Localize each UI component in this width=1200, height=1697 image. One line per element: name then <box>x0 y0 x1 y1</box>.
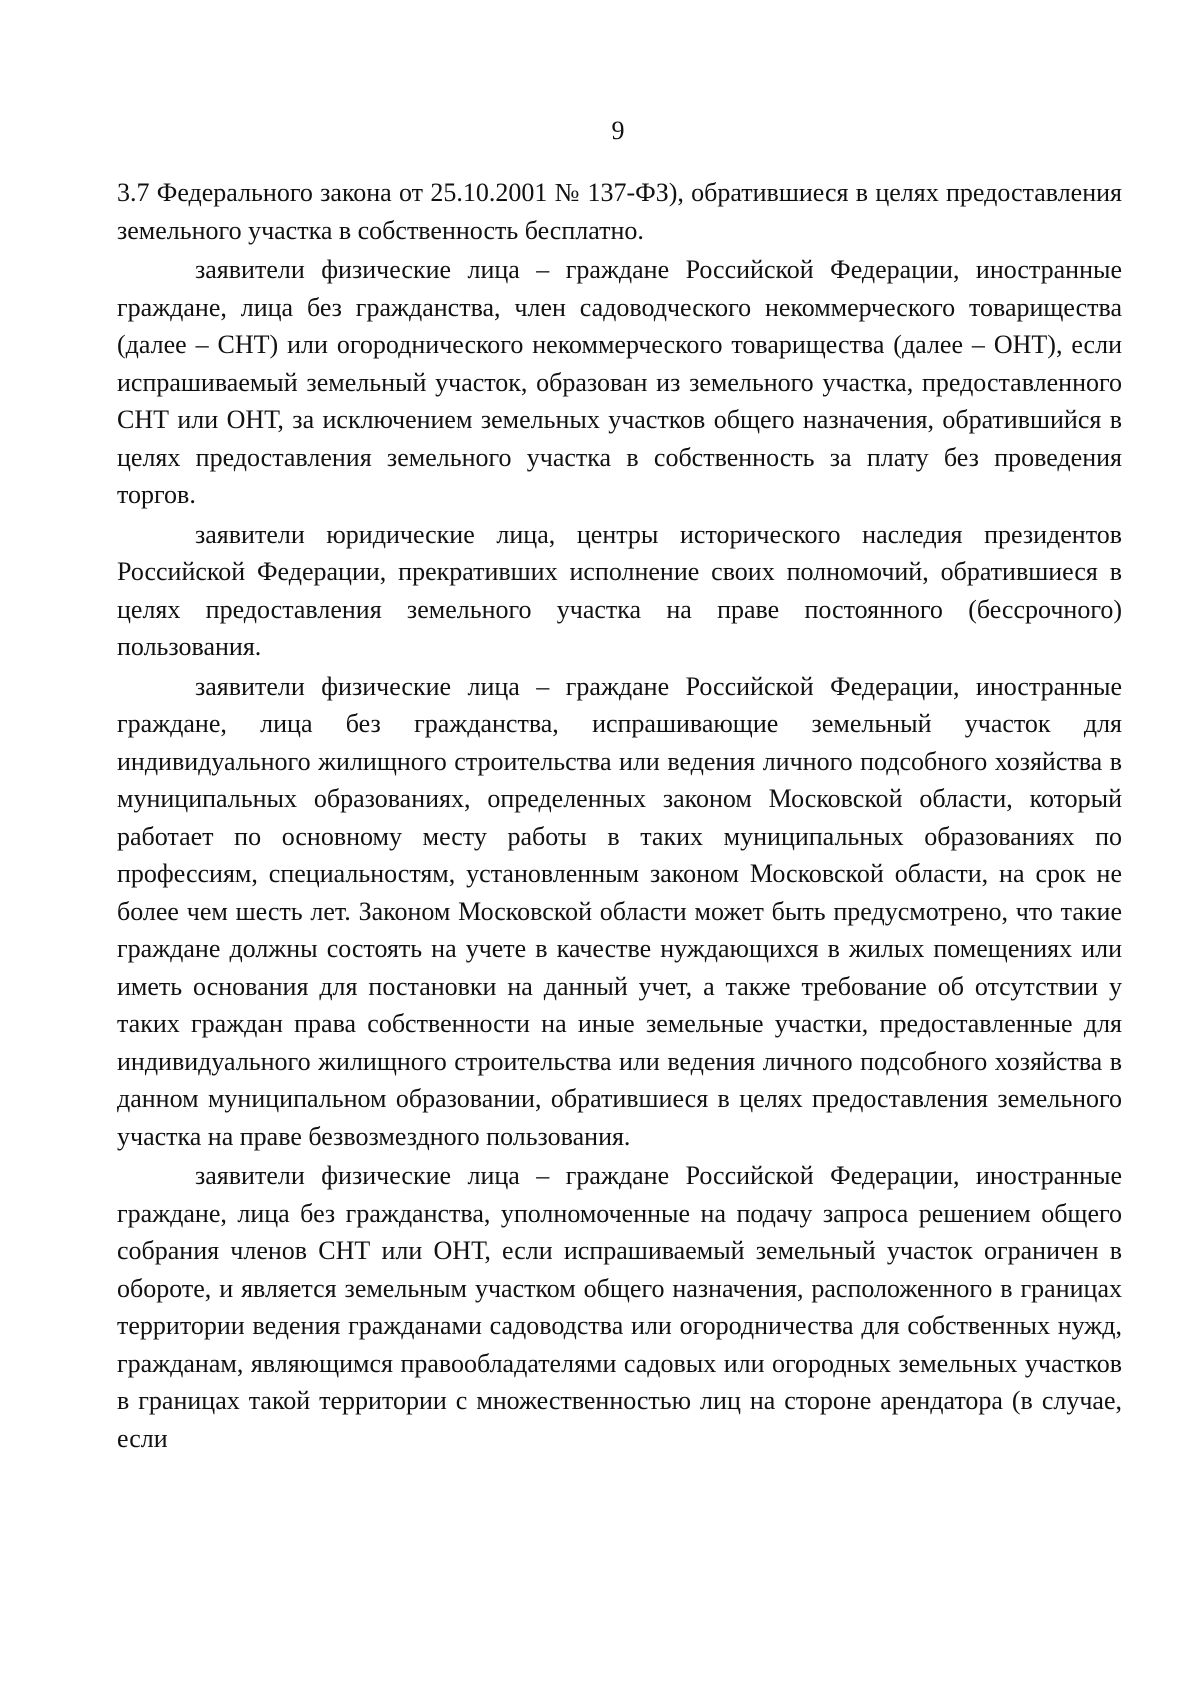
document-body <box>117 174 1122 1459</box>
paragraph-snt-ont-members: заявители физические лица – граждане Российской Федерации, иностранные граждане, лица без гражданства, член садоводческого некоммерческого товарищества (далее – СНТ) или огороднического некоммерческого товарищества (далее – ОНТ), если испрашиваемый земельный участок, образован из земельного участка, предоставленного СНТ или ОНТ, за исключением земельных участков общего назначения, обратившийся в целях предоставления земельного участка в собственность за плату без проведения торгов. <box>117 255 1122 509</box>
page-number: 9 <box>611 116 625 145</box>
paragraph-municipal-workers: заявители физические лица – граждане Российской Федерации, иностранные граждане, лица без гражданства, испрашивающие земельный участок для индивидуального жилищного строительства или ведения личного подсобного хозяйства в муниципальных образованиях, определенных законом Московской области, который работает по основному месту работы в таких муниципальных образованиях по профессиям, специальностям, установленным законом Московской области, на срок не более чем шесть лет. Законом Московской области может быть предусмотрено, что такие граждане должны состоять на учете в качестве нуждающихся в жилых помещениях или иметь основания для постановки на данный учет, а также требование об отсутствии у таких граждан права собственности на иные земельные участки, предоставленные для индивидуального жилищного строительства или ведения личного подсобного хозяйства в данном муниципальном образовании, обратившиеся в целях предоставления земельного участка на праве безвозмездного пользования. <box>117 671 1122 1151</box>
paragraph-common-land: заявители физические лица – граждане Российской Федерации, иностранные граждане, лица без гражданства, уполномоченные на подачу запроса решением общего собрания членов СНТ или ОНТ, если испрашиваемый земельный участок ограничен в обороте, и является земельным участком общего назначения, расположенного в границах территории ведения гражданами садоводства или огородничества для собственных нужд, гражданам, являющимся правообладателями садовых или огородных земельных участков в границах такой территории с множественностью лиц на стороне арендатора (в случае, если <box>117 1161 1122 1453</box>
paragraph-continuation: 3.7 Федерального закона от 25.10.2001 № 137-ФЗ), обратившиеся в целях предоставления земельного участка в собственность бесплатно. <box>117 178 1122 245</box>
paragraph-legal-entities: заявители юридические лица, центры исторического наследия президентов Российской Федерации, прекративших исполнение своих полномочий, обратившиеся в целях предоставления земельного участка на праве постоянного (бессрочного) пользования. <box>117 519 1122 661</box>
